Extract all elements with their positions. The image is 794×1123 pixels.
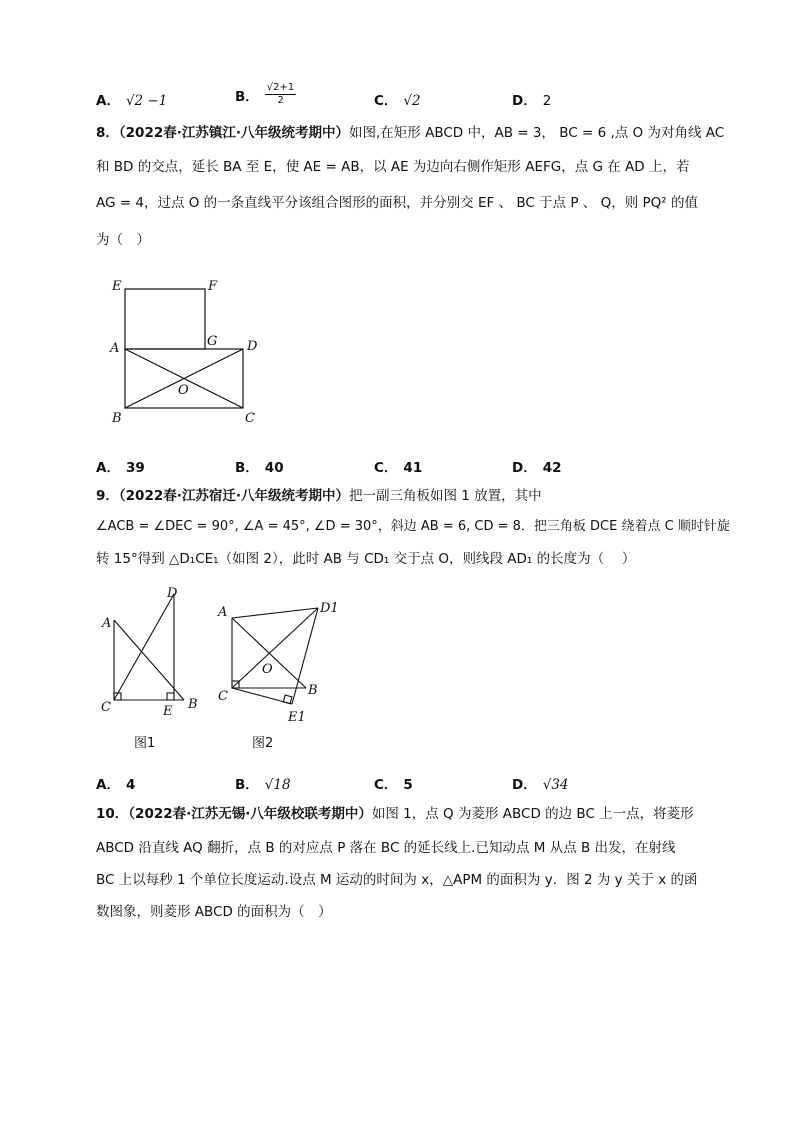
label-e: E — [163, 704, 173, 719]
option-key: B． — [235, 88, 259, 105]
option-value: 40 — [264, 460, 284, 476]
question-number: 10． — [96, 806, 129, 822]
q8-option-a — [96, 456, 145, 476]
label-e1: E1 — [288, 710, 306, 725]
fraction — [265, 82, 296, 107]
option-key: A． — [96, 460, 120, 476]
label-b: B — [112, 411, 122, 426]
q8-figure — [100, 272, 280, 432]
option-value: 41 — [403, 460, 423, 476]
label-a: A — [218, 605, 228, 620]
label-g: G — [207, 334, 218, 349]
option-value: 2 — [542, 93, 552, 109]
label-a: A — [110, 341, 120, 356]
caption-figure-1: 图1 — [134, 736, 156, 751]
hypotenuse-cd1 — [232, 608, 318, 688]
q7-option-a — [96, 89, 167, 109]
label-o: O — [178, 383, 189, 398]
q9-line-3: 转 15°得到 △D₁CE₁（如图 2），此时 AB 与 CD₁ 交于点 O，则线段 AD₁ 的长度为（ ） — [96, 551, 636, 567]
option-key: D． — [512, 460, 537, 476]
hypotenuse-cd — [114, 594, 174, 700]
q7-option-c — [374, 89, 421, 109]
segment-ad1 — [232, 608, 318, 618]
option-key: B． — [235, 460, 259, 476]
q7-option-d — [512, 89, 551, 109]
option-key: C． — [374, 777, 398, 793]
option-value: √2 — [403, 93, 421, 109]
option-value: 39 — [125, 460, 145, 476]
caption-figure-2: 图2 — [252, 736, 274, 751]
q9-figure-2 — [212, 596, 352, 756]
label-b: B — [188, 697, 198, 712]
q9-option-d — [512, 773, 569, 793]
question-number: 9． — [96, 488, 119, 504]
q10-line-2: ABCD 沿直线 AQ 翻折，点 B 的对应点 P 落在 BC 的延长线上.已知动点 M 从点 B 出发，在射线 — [96, 840, 676, 856]
q8-option-c — [374, 456, 422, 476]
question-text: 如图 1，点 Q 为菱形 ABCD 的边 BC 上一点，将菱形 — [371, 806, 694, 822]
option-key: B． — [235, 777, 259, 793]
label-f: F — [208, 279, 218, 294]
label-c: C — [245, 411, 255, 426]
q9-option-a — [96, 773, 135, 793]
label-b: B — [308, 683, 318, 698]
question-text: 如图,在矩形 ABCD 中，AB = 3， BC = 6 ,点 O 为对角线 AC — [349, 125, 725, 141]
option-value: √2 −1 — [125, 93, 168, 109]
q10-line-4: 数图象，则菱形 ABCD 的面积为（ ） — [96, 904, 332, 920]
label-d1: D1 — [320, 601, 339, 616]
q10-line-1 — [96, 804, 694, 824]
right-angle-e — [167, 693, 174, 700]
q9-line-1 — [96, 486, 542, 506]
label-a: A — [102, 616, 112, 631]
q8-option-b — [235, 456, 284, 476]
q8-line-2: 和 BD 的交点，延长 BA 至 E，使 AE = AB，以 AE 为边向右侧作矩形 AEFG，点 G 在 AD 上，若 — [96, 159, 690, 175]
option-key: C． — [374, 460, 398, 476]
q10-line-3: BC 上以每秒 1 个单位长度运动.设点 M 运动的时间为 x，△APM 的面积为 y．图 2 为 y 关于 x 的函 — [96, 872, 698, 888]
option-value: 5 — [403, 777, 413, 793]
label-o: O — [262, 662, 273, 677]
option-key: C． — [374, 93, 398, 109]
option-value: √18 — [264, 777, 291, 793]
fraction-numerator: √2+1 — [266, 82, 295, 93]
question-source: （2022春·江苏宿迁·八年级统考期中） — [118, 488, 349, 504]
question-source: （2022春·江苏无锡·八年级校联考期中） — [128, 806, 372, 822]
label-d: D — [167, 586, 178, 601]
fraction-denominator: 2 — [277, 95, 284, 106]
label-e: E — [112, 279, 122, 294]
q8-line-1 — [96, 123, 724, 143]
q9-option-c — [374, 773, 413, 793]
q8-line-3: AG = 4，过点 O 的一条直线平分该组合图形的面积，并分别交 EF 、 BC 于点 P 、 Q，则 PQ² 的值 — [96, 195, 698, 211]
option-key: A． — [96, 777, 120, 793]
q9-line-2: ∠ACB = ∠DEC = 90°, ∠A = 45°, ∠D = 30°，斜边 AB = 6, CD = 8．把三角板 DCE 绕着点 C 顺时针旋 — [96, 519, 730, 534]
q8-option-d — [512, 456, 562, 476]
option-value: 42 — [542, 460, 562, 476]
rect-aefg — [125, 289, 205, 349]
question-source: （2022春·江苏镇江·八年级统考期中） — [118, 125, 349, 141]
q9-figure-1 — [96, 582, 206, 757]
q8-line-4: 为（ ） — [96, 232, 150, 248]
option-value: 4 — [125, 777, 136, 793]
label-c: C — [218, 689, 228, 704]
label-d: D — [247, 339, 258, 354]
option-key: D． — [512, 777, 537, 793]
q7-option-b — [235, 82, 296, 107]
question-text: 把一副三角板如图 1 放置，其中 — [349, 488, 542, 504]
q9-option-b — [235, 773, 291, 793]
label-c: C — [101, 700, 111, 715]
option-key: D． — [512, 93, 537, 109]
option-value: √34 — [542, 777, 569, 793]
option-key: A． — [96, 93, 120, 109]
question-number: 8． — [96, 125, 119, 141]
